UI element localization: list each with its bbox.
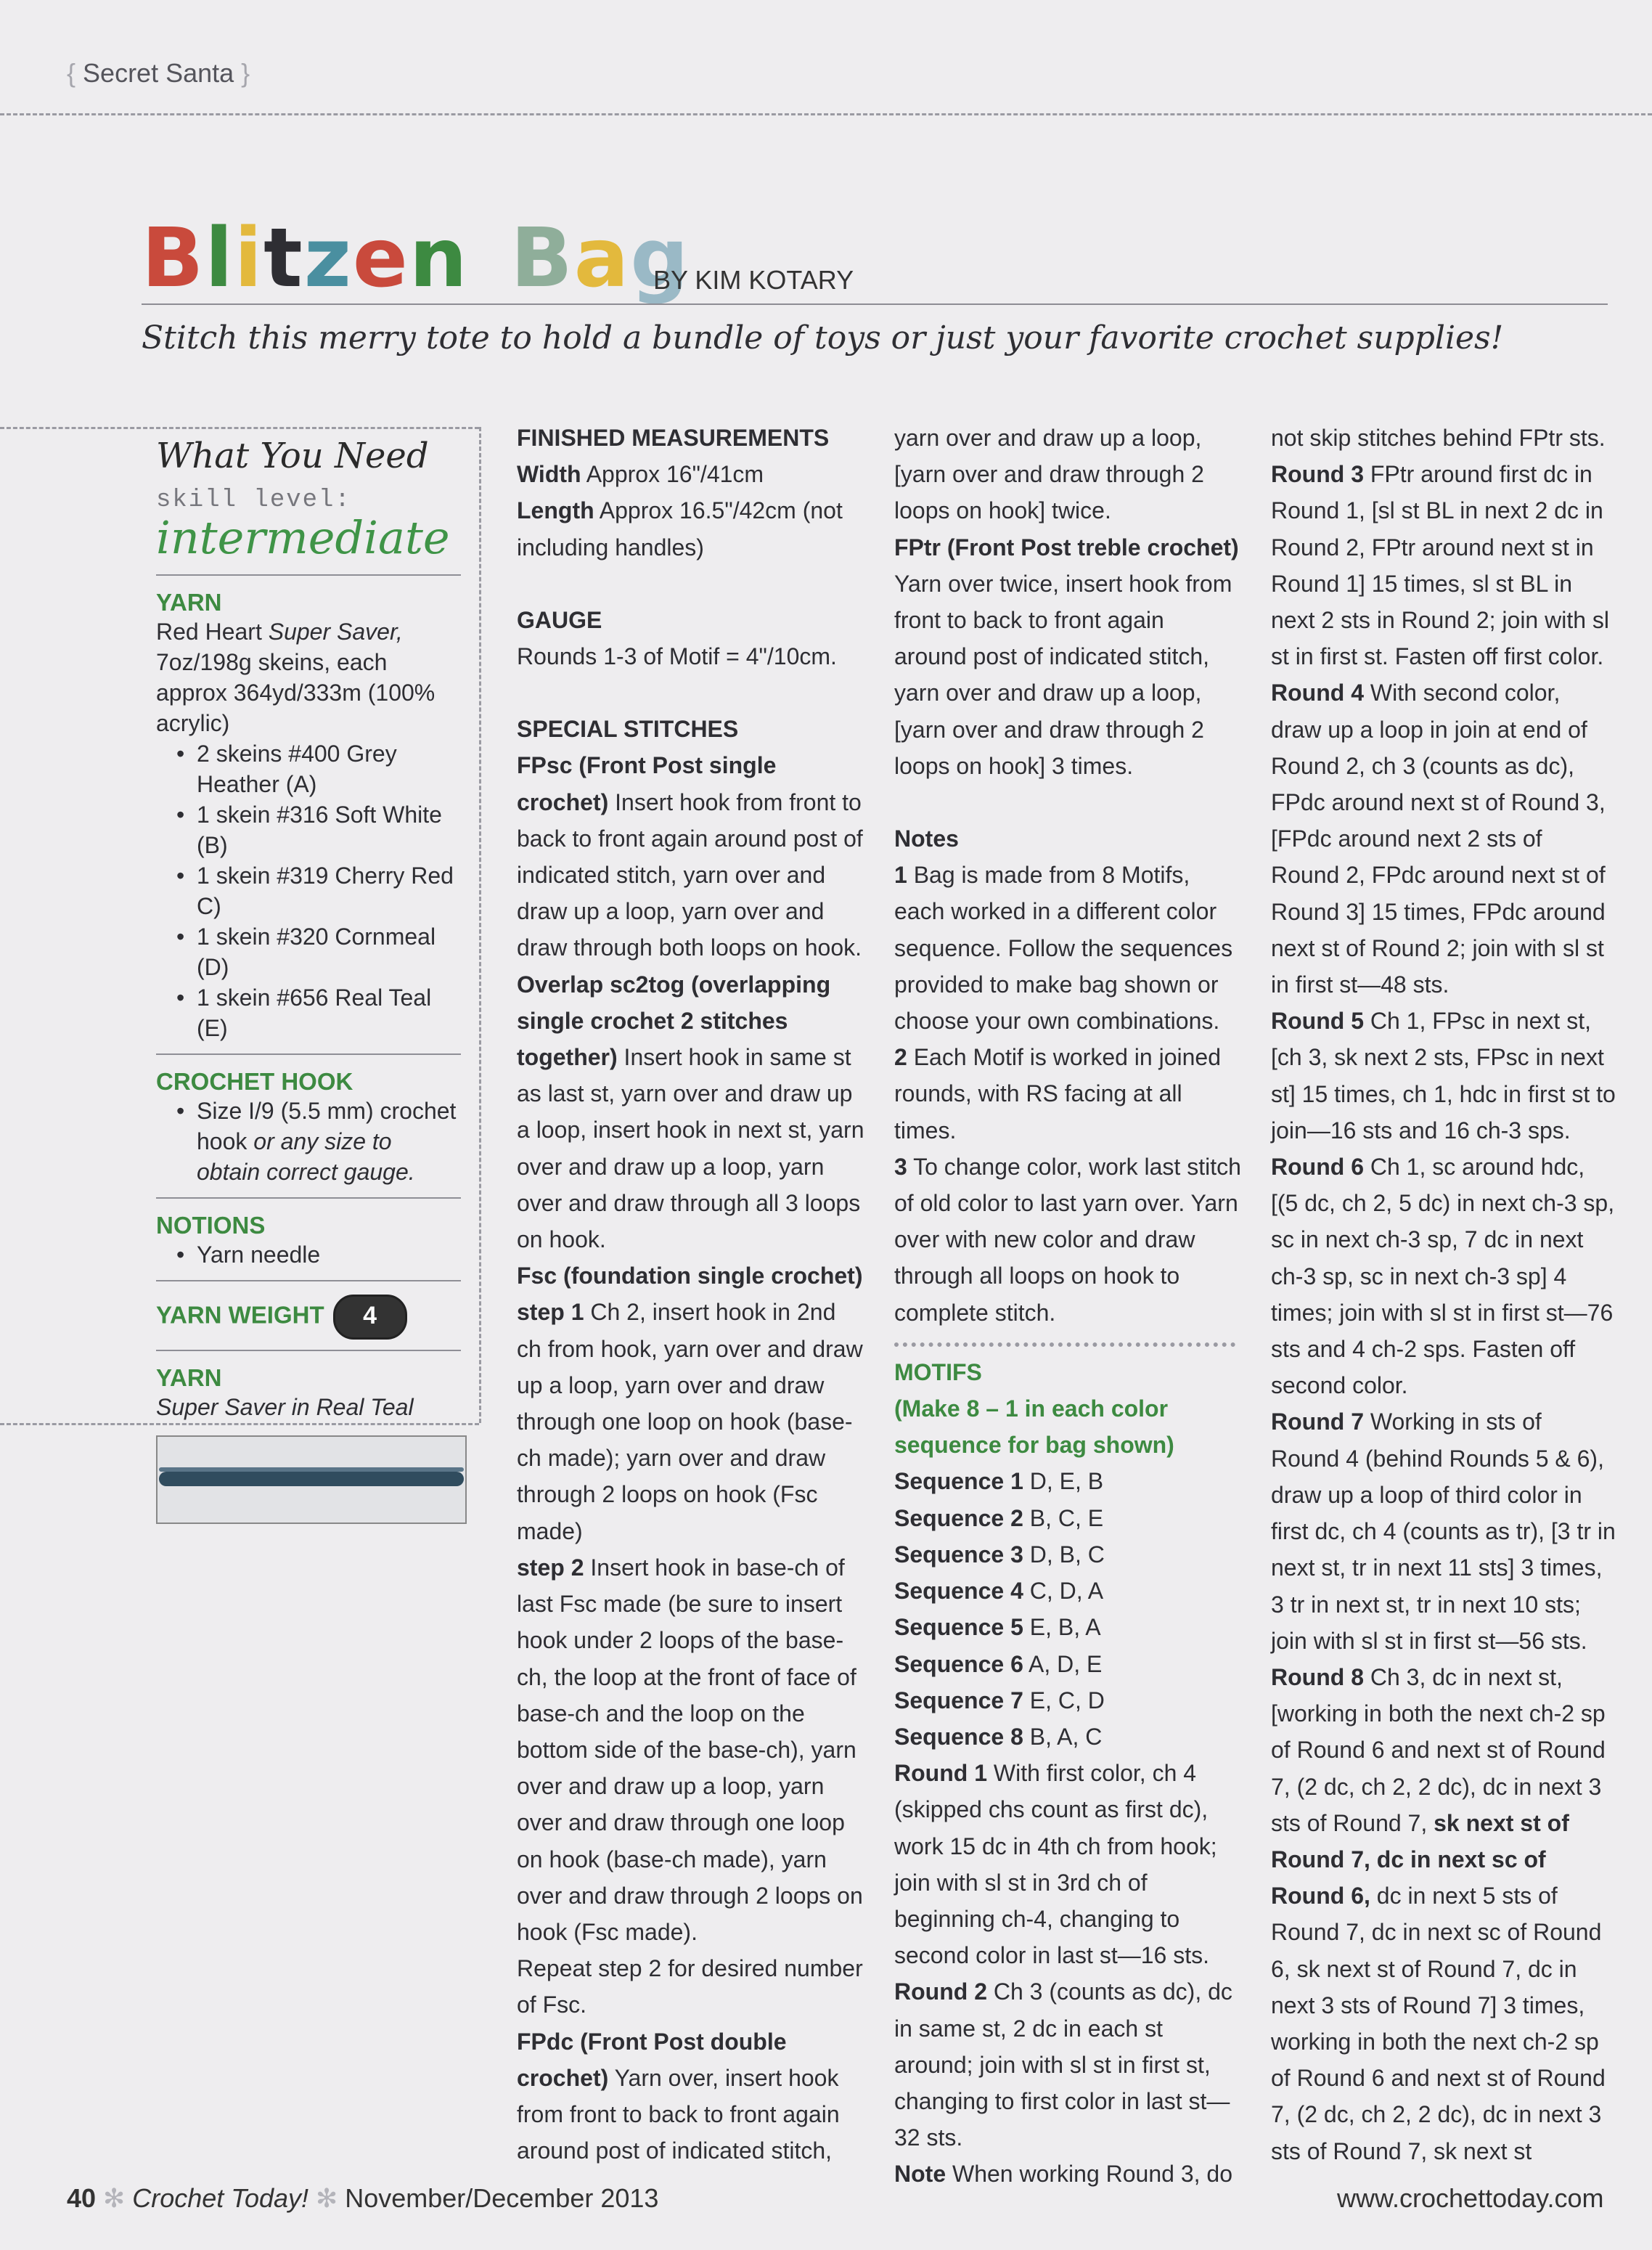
- width-label: Width: [517, 461, 581, 488]
- overlap-text: Insert hook in same st as last st, yarn over and draw up a loop, insert hook in next st, yarn over and draw up a loop, yarn over and draw through all 3 loops on hook.: [517, 1044, 864, 1253]
- round-5-text: Ch 1, FPsc in next st, [ch 3, sk next 2 sts, FPsc in next st] 15 times, ch 1, hdc in first st to join—16 sts and 16 ch-3 sps.: [1271, 1008, 1616, 1144]
- round-7-label: Round 7: [1271, 1409, 1364, 1435]
- hook-size: Size I/9 (5.5 mm) crochet hook: [197, 1098, 457, 1154]
- column-1: [517, 420, 865, 2169]
- yarn-item: • 1 skein #319 Cherry Red C): [197, 860, 461, 921]
- what-you-need-sidebar: [156, 436, 461, 1524]
- round-4-label: Round 4: [1271, 680, 1364, 706]
- fsc-label: Fsc (foundation single crochet): [517, 1263, 863, 1289]
- fsc-step-2: [517, 1549, 865, 1950]
- title-letter: e: [352, 211, 409, 306]
- round-8: [1271, 1659, 1616, 2169]
- yarn-item: • 1 skein #320 Cornmeal (D): [197, 921, 461, 982]
- sidebar-heading: What You Need: [156, 436, 429, 476]
- sequence-value: D, B, C: [1029, 1541, 1105, 1568]
- byline: BY KIM KOTARY: [653, 265, 854, 295]
- page-number: 40: [67, 2183, 97, 2213]
- column-3: [1271, 420, 1616, 2169]
- sequence-value: E, C, D: [1029, 1687, 1105, 1713]
- tagline: Stitch this merry tote to hold a bundle of toys or just your favorite crochet supplies!: [142, 319, 1504, 356]
- skill-label: skill level:: [156, 486, 351, 514]
- round-7-text: Working in sts of Round 4 (behind Rounds 5 & 6), draw up a loop of third color in first dc, ch 4 (counts as tr), [3 tr in next st, tr in next 11 sts] 3 times, 3 tr in next st, tr in next 10 sts; join with sl st in first st—56 sts.: [1271, 1409, 1616, 1654]
- title-letter: l: [205, 211, 234, 306]
- note-item: [894, 857, 1243, 1039]
- magazine-name: Crochet Today!: [132, 2183, 309, 2213]
- sequence-item: [894, 1500, 1243, 1536]
- round-3-label: Round 3: [1271, 461, 1364, 488]
- sequence-item: [894, 1573, 1243, 1609]
- overlap-label: Overlap sc2tog (overlapping single crochet 2 stitches together): [517, 971, 831, 1071]
- fpdc-definition: [517, 2023, 865, 2169]
- yarn-weight-heading: YARN WEIGHT: [156, 1301, 324, 1329]
- yarn-maker: Red Heart: [156, 619, 262, 645]
- round-2-text: Ch 3 (counts as dc), dc in same st, 2 dc in each st around; join with sl st in first st, changing to first color in last st—32 sts.: [894, 1978, 1232, 2151]
- sidebar-separator: [156, 1350, 461, 1351]
- sidebar-separator: [156, 1197, 461, 1199]
- step-1-label: step 1: [517, 1299, 584, 1326]
- issue-date: November/December 2013: [345, 2183, 659, 2213]
- sequence-value: E, B, A: [1029, 1614, 1101, 1641]
- sequence-item: [894, 1719, 1243, 1755]
- dotted-divider: [894, 1342, 1235, 1347]
- section-tag-text: Secret Santa: [83, 58, 234, 88]
- yarn-description: [156, 616, 461, 738]
- hook-gauge-note: or any size to obtain correct gauge.: [197, 1128, 415, 1185]
- fpsc-text: Insert hook from front to back to front again around post of indicated stitch, yarn over and draw up a loop, yarn over and draw through both loops on hook.: [517, 788, 863, 961]
- title-letter: a: [573, 211, 631, 306]
- step-2-text: Insert hook in base-ch of last Fsc made (be sure to insert hook under 2 loops of the base-ch, the loop at the front of face of base-ch and the loop on the bottom side of the base-ch), yarn over and draw up a loop, yarn over and draw through one loop on hook (base-ch made), yarn over and draw through 2 loops on hook (Fsc made).: [517, 1554, 863, 1945]
- round-6-label: Round 6: [1271, 1154, 1364, 1181]
- sequence-item: [894, 1463, 1243, 1499]
- swatch-heading: YARN: [156, 1364, 222, 1391]
- sequence-label: Sequence 4: [894, 1578, 1023, 1605]
- step-2-label: step 2: [517, 1554, 584, 1581]
- header-divider: [0, 113, 1652, 115]
- sequence-value: D, E, B: [1029, 1468, 1104, 1495]
- sequence-label: Sequence 6: [894, 1650, 1023, 1677]
- round-6: [1271, 1149, 1616, 1403]
- sequence-value: A, D, E: [1028, 1650, 1103, 1677]
- step-1-text: Ch 2, insert hook in 2nd ch from hook, yarn over and draw up a loop, yarn over and draw through one loop on hook (base-ch made); yarn over and draw through 2 loops on hook (Fsc made): [517, 1299, 863, 1544]
- title-letter: n: [409, 211, 469, 306]
- finished-measurements-heading: FINISHED MEASUREMENTS: [517, 425, 830, 451]
- sequence-value: B, C, E: [1029, 1504, 1104, 1531]
- title-letter: B: [142, 211, 205, 306]
- yarn-brand: Super Saver,: [268, 619, 403, 645]
- sequence-label: Sequence 2: [894, 1504, 1023, 1531]
- note-item: [894, 1039, 1243, 1149]
- width-line: [517, 456, 865, 492]
- repeat-text: Repeat step 2 for desired number of Fsc.: [517, 1955, 863, 2018]
- note-number: 3: [894, 1153, 907, 1180]
- sequence-label: Sequence 7: [894, 1687, 1023, 1713]
- special-stitches-heading: SPECIAL STITCHES: [517, 716, 739, 743]
- sequence-value: B, A, C: [1029, 1723, 1103, 1750]
- yarn-item: • 1 skein #316 Soft White (B): [197, 799, 461, 860]
- title-letter: [481, 211, 510, 306]
- sequence-label: Sequence 5: [894, 1614, 1023, 1641]
- fpsc-label: FPsc (Front Post single crochet): [517, 752, 777, 815]
- website-url: www.crochettoday.com: [1337, 2183, 1604, 2213]
- title-letter: i: [234, 211, 264, 306]
- round-3: [1271, 456, 1616, 674]
- sequence-item: [894, 1682, 1243, 1719]
- sidebar-separator: [156, 574, 461, 576]
- note-text: Each Motif is worked in joined rounds, with RS facing at all times.: [894, 1044, 1221, 1144]
- sequence-label: Sequence 8: [894, 1723, 1023, 1750]
- round-8-label: Round 8: [1271, 1663, 1364, 1690]
- length-label: Length: [517, 497, 594, 524]
- yarn-spec: 7oz/198g skeins, each approx 364yd/333m (100% acrylic): [156, 649, 436, 736]
- sequence-item: [894, 1536, 1243, 1573]
- title-letter: t: [263, 211, 304, 306]
- motifs-heading: MOTIFS: [894, 1358, 982, 1385]
- star-icon: ✻: [103, 2183, 126, 2213]
- footer-left: [67, 2183, 658, 2214]
- sequence-item: [894, 1609, 1243, 1645]
- sequence-label: Sequence 3: [894, 1541, 1023, 1568]
- fpsc-definition: [517, 747, 865, 966]
- overlap-definition: [517, 966, 865, 1258]
- notes-heading: Notes: [894, 826, 959, 852]
- sidebar-separator: [156, 1280, 461, 1281]
- hook-item: [197, 1096, 461, 1187]
- yarn-item: • 1 skein #656 Real Teal (E): [197, 982, 461, 1043]
- note-text: To change color, work last stitch of old color to last yarn over. Yarn over with new color and draw through all loops on hook to complete stitch.: [894, 1153, 1241, 1326]
- round-4-text: With second color, draw up a loop in join at end of Round 2, ch 3 (counts as dc), FPdc around next st of Round 3, [FPdc around next 2 sts of Round 2, FPdc around next st of Round 3] 15 times, FPdc around next st of Round 2; join with sl st in first st—48 sts.: [1271, 680, 1606, 998]
- fsc-step-1: [517, 1294, 865, 1549]
- star-icon: ✻: [316, 2183, 338, 2213]
- section-tag: { Secret Santa }: [67, 58, 250, 88]
- gauge-text: Rounds 1-3 of Motif = 4"/10cm.: [517, 643, 837, 670]
- gauge-heading: GAUGE: [517, 606, 602, 633]
- swatch-caption: Super Saver in Real Teal: [156, 1394, 414, 1420]
- hook-heading: CROCHET HOOK: [156, 1068, 353, 1095]
- motifs-subheading: (Make 8 – 1 in each color sequence for bag shown): [894, 1395, 1174, 1459]
- round-8-text-b: dc in next 5 sts of Round 7, dc in next sc of Round 6, sk next st of Round 7, dc in next 3 sts of Round 7] 3 times, working in both the next ch-2 sp of Round 6 and next st of Round 7, (2 dc, ch 2, 2 dc), dc in next 3 sts of Round 7, sk next st: [1271, 1883, 1606, 2164]
- fptr-text: Yarn over twice, insert hook from front to back to front again around post of indicated stitch, yarn over and draw up a loop, [yarn over and draw through 2 loops on hook] 3 times.: [894, 570, 1232, 779]
- round-1-text: With first color, ch 4 (skipped chs count as first dc), work 15 dc in 4th ch from hook; join with sl st in 3rd ch of beginning ch-4, changing to second color in last st—16 sts.: [894, 1760, 1217, 1969]
- yarn-heading: YARN: [156, 589, 222, 616]
- round-2-label: Round 2: [894, 1978, 987, 2005]
- sequence-list: [894, 1463, 1243, 1755]
- yarn-weight-row: [156, 1295, 461, 1340]
- column-2: [894, 420, 1243, 2193]
- note-item: [894, 1149, 1243, 1331]
- round-8-bold: sk next st of Round 7, dc in next sc of Round 6,: [1271, 1809, 1569, 1909]
- fpdc-label: FPdc (Front Post double crochet): [517, 2028, 787, 2091]
- note-number: 2: [894, 1044, 907, 1071]
- page-title: [142, 211, 690, 306]
- skill-level: intermediate: [156, 511, 450, 564]
- round-5-label: Round 5: [1271, 1008, 1364, 1035]
- title-letter: g: [630, 211, 690, 306]
- round-1-label: Round 1: [894, 1760, 987, 1787]
- notions-heading: NOTIONS: [156, 1212, 266, 1239]
- note-continued: not skip stitches behind FPtr sts.: [1271, 425, 1606, 451]
- hook-list: [156, 1096, 461, 1187]
- round-4: [1271, 674, 1616, 1003]
- notion-item: • Yarn needle: [197, 1239, 461, 1270]
- fpdc-continued: yarn over and draw up a loop, [yarn over and draw through 2 loops on hook] twice.: [894, 425, 1204, 524]
- sidebar-separator: [156, 1053, 461, 1055]
- round-6-text: Ch 1, sc around hdc, [(5 dc, ch 2, 5 dc) in next ch-3 sp, sc in next ch-3 sp, 7 dc in next ch-3 sp, sc in next ch-3 sp] 4 times; join with sl st in first st—76 sts and 4 ch-2 sps. Fasten off second color.: [1271, 1154, 1615, 1399]
- round-7: [1271, 1403, 1616, 1658]
- fpdc-text: Yarn over, insert hook from front to back to front again around post of indicated stitch,: [517, 2064, 840, 2164]
- note-text: When working Round 3, do: [952, 2161, 1232, 2188]
- title-rule: [142, 303, 1608, 305]
- round-8-text-a: Ch 3, dc in next st, [working in both the next ch-2 sp of Round 6 and next st of Round 7, (2 dc, ch 2, 2 dc), dc in next 3 sts of Round 7,: [1271, 1663, 1606, 1836]
- length-value: Approx 16.5"/42cm (not including handles): [517, 497, 843, 561]
- round-5: [1271, 1003, 1616, 1149]
- fptr-label: FPtr (Front Post treble crochet): [894, 534, 1239, 561]
- yarn-item: • 2 skeins #400 Grey Heather (A): [197, 738, 461, 799]
- sequence-value: C, D, A: [1029, 1578, 1104, 1605]
- sidebar-border-right: [479, 427, 481, 1423]
- length-line: [517, 492, 865, 565]
- round-2: [894, 1973, 1243, 2156]
- width-value: Approx 16"/41cm: [586, 461, 764, 488]
- sequence-item: [894, 1646, 1243, 1682]
- notes-list: [894, 857, 1243, 1331]
- note-text: Bag is made from 8 Motifs, each worked in a different color sequence. Follow the sequences provided to make bag shown or choose your own combinations.: [894, 862, 1233, 1035]
- yarn-strand: [159, 1472, 464, 1486]
- title-letter: B: [510, 211, 574, 306]
- yarn-swatch-image: [156, 1435, 467, 1524]
- note-number: 1: [894, 862, 907, 889]
- sequence-label: Sequence 1: [894, 1468, 1023, 1495]
- title-letter: z: [303, 211, 353, 306]
- note-label: Note: [894, 2161, 946, 2188]
- fptr-definition: [894, 529, 1243, 784]
- round-3-text: FPtr around first dc in Round 1, [sl st BL in next 2 dc in Round 2, FPtr around next st in Round 1] 15 times, sl st BL in next 2 sts in Round 2; join with sl st in first st. Fasten off first color.: [1271, 461, 1610, 670]
- yarn-list: [156, 738, 461, 1043]
- yarn-weight-icon: 4: [333, 1295, 407, 1340]
- round-1: [894, 1755, 1243, 1973]
- note: [894, 2156, 1243, 2192]
- sidebar-border-top: [0, 427, 479, 429]
- notions-list: [156, 1239, 461, 1270]
